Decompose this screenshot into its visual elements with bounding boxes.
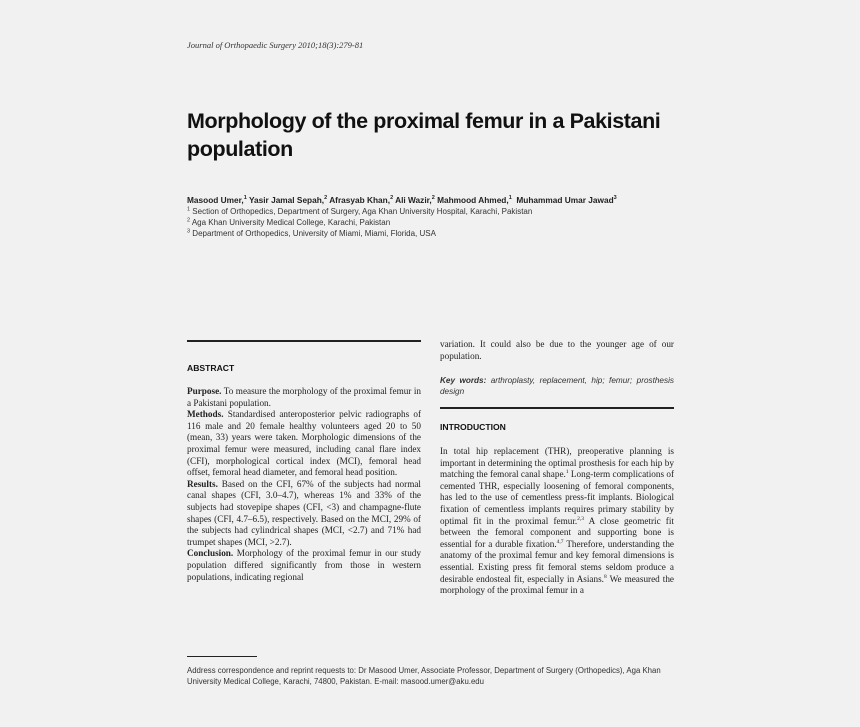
abstract-methods (187, 409, 421, 479)
conclusion-label: Conclusion. (187, 548, 234, 559)
intro-text: In total hip replacement (THR), preoperative planning is important in determining the optimal prosthesis for each hip by matching the femoral canal shape. (440, 446, 674, 480)
author-affil-mark: 1 (243, 195, 247, 202)
journal-citation: Journal of Orthopaedic Surgery 2010;18(3):279-81 (187, 40, 364, 50)
abstract-top-rule (187, 340, 421, 342)
keywords-label: Key words: (440, 376, 487, 385)
affiliation (187, 218, 687, 227)
purpose-text: To measure the morphology of the proximal femur in a Pakistani population. (187, 386, 421, 408)
author-affil-mark: 2 (390, 195, 394, 202)
intro-text: A close geometric fit between the femoral component and supporting bone is essential for a durable fixation. (440, 515, 674, 549)
intro-top-rule (440, 407, 674, 409)
author-list (187, 195, 687, 205)
citation-ref: 4,7 (556, 538, 564, 545)
footnote-rule (187, 656, 257, 657)
abstract-conclusion (187, 548, 421, 583)
keywords (440, 376, 674, 397)
abstract-purpose (187, 386, 421, 409)
author-name: Afrasyab Khan, (329, 195, 391, 205)
continuation-text: variation. It could also be due to the younger age of our population. (440, 339, 674, 361)
intro-text: Therefore, understanding the anatomy of the proximal femur and key femoral dimensions is essential. Existing press fit femoral stems seldom produce a desirable endosteal fit, especially in Asians. (440, 538, 674, 584)
citation-ref: 1 (565, 469, 569, 476)
author-affil-mark: 2 (431, 195, 435, 202)
purpose-label: Purpose. (187, 386, 222, 396)
abstract-continuation (440, 339, 674, 362)
affil-text: Aga Khan University Medical College, Karachi, Pakistan (191, 218, 391, 227)
author-affil-mark: 1 (508, 195, 512, 202)
affiliation (187, 207, 687, 216)
affil-mark: 2 (187, 217, 191, 224)
author-affil-mark: 2 (324, 195, 328, 202)
author-name: Muhammad Umar Jawad (516, 195, 614, 205)
citation-ref: 8 (603, 573, 607, 580)
methods-text: Standardised anteroposterior pelvic radiographs of 116 male and 20 female healthy volunteers aged 20 to 50 (mean, 33) years were taken. Morphologic dimensions of the proximal femur were measured, including canal flare index (CFI), morphological cortical index (MCI), femoral head offset, femoral head diameter, and femoral head position. (187, 409, 422, 478)
author-name: Masood Umer, (187, 195, 244, 205)
affil-mark: 1 (187, 206, 191, 213)
abstract-results (187, 479, 421, 549)
intro-text: We measured the morphology of the proximal femur in a (440, 573, 674, 596)
conclusion-text: Morphology of the proximal femur in our study population differed significantly from those in western populations, indicating regional (187, 548, 421, 582)
paper-title: Morphology of the proximal femur in a Pakistani population (187, 109, 661, 161)
affil-text: Section of Orthopedics, Department of Surgery, Aga Khan University Hospital, Karachi, Pakistan (192, 207, 533, 216)
intro-text: Long-term complications of cemented THR, especially loosening of femoral components, has led to the use of cementless press-fit implants. Biological fixation of cementless implants requires primary stability by optimal fit in the proximal femur. (440, 469, 674, 526)
affiliation (187, 229, 687, 238)
keywords-text: arthroplasty, replacement, hip; femur; prosthesis design (440, 376, 674, 396)
introduction-heading: INTRODUCTION (440, 422, 506, 432)
author-affil-mark: 3 (613, 195, 617, 202)
methods-label: Methods. (187, 409, 224, 420)
abstract-body (187, 386, 421, 583)
author-name: Ali Wazir, (395, 195, 432, 205)
affil-text: Department of Orthopedics, University of Miami, Miami, Florida, USA (192, 229, 436, 238)
results-label: Results. (187, 478, 218, 489)
author-name: Mahmood Ahmed, (437, 195, 509, 205)
author-name: Yasir Jamal Sepah, (248, 195, 325, 205)
abstract-heading: ABSTRACT (187, 363, 235, 373)
results-text: Based on the CFI, 67% of the subjects had normal canal shapes (CFI, 3.0–4.7), whereas 1% and 33% of the subjects had stovepipe shapes (CFI, <3) and champagne-flute shapes (CFI, 4.7–6.5), respectively. Based on the MCI, 29% of the subjects had cylindrical shapes (MCI, <2.7) and 71% had trumpet shapes (MCI, >2.7). (187, 478, 421, 547)
affil-mark: 3 (187, 228, 191, 235)
correspondence-footnote: Address correspondence and reprint requests to: Dr Masood Umer, Associate Professor, Department of Surgery (Orthopedics), Aga Khan University Medical College, Karachi, 74800, Pakistan. E-mail: masood.umer@aku.edu (187, 666, 661, 686)
citation-ref: 2,3 (577, 515, 585, 522)
introduction-paragraph (440, 446, 674, 597)
introduction-body (440, 446, 674, 597)
